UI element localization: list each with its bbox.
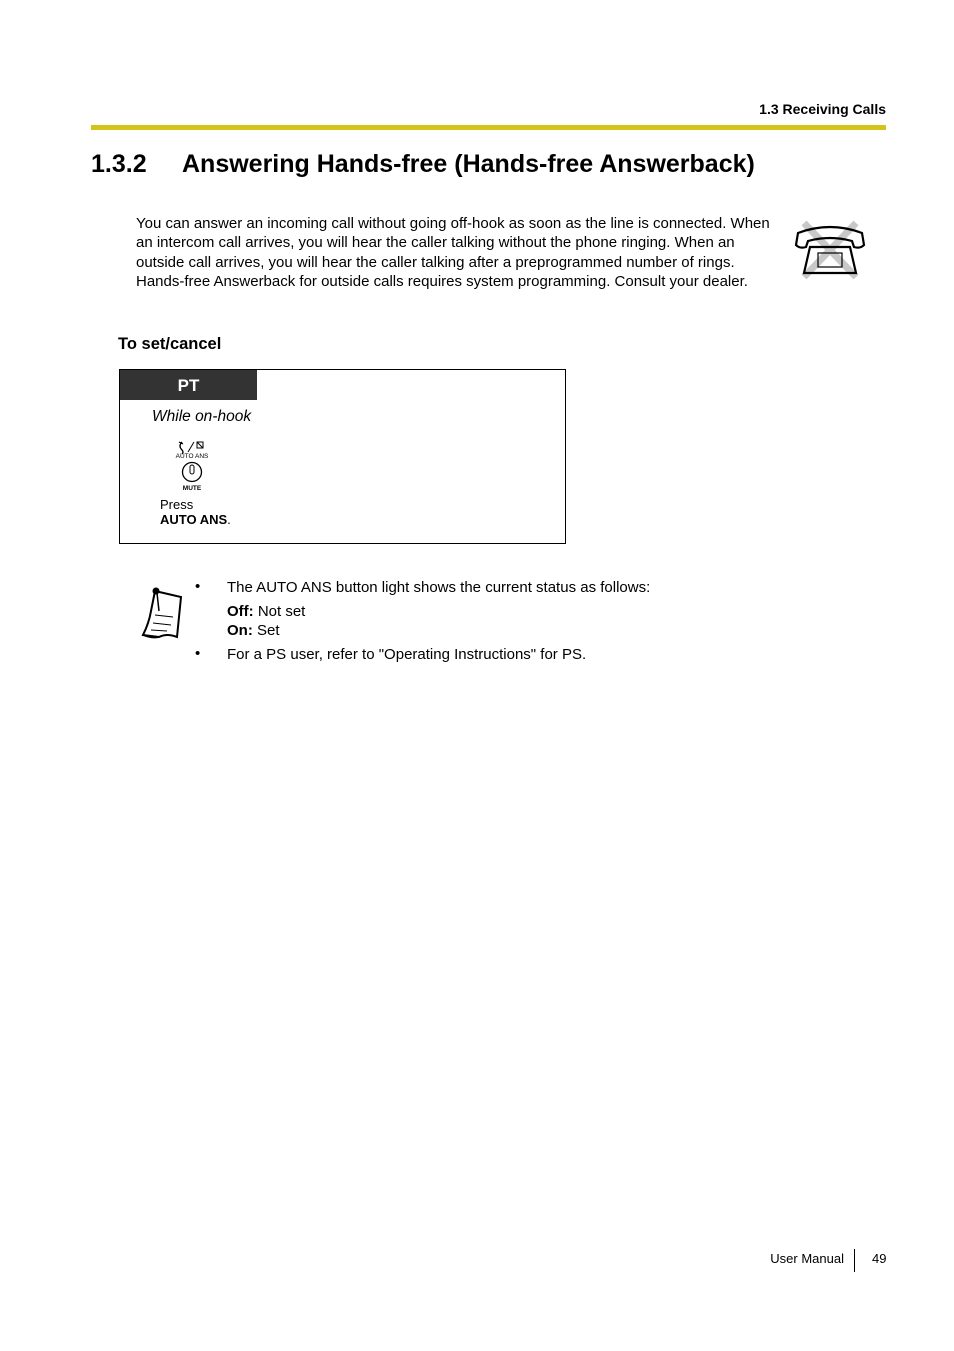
status-off-label: Off: xyxy=(227,603,254,620)
key-top-label: AUTO ANS xyxy=(175,453,209,460)
press-instruction xyxy=(160,497,231,527)
off-hook-prohibited-phone-icon xyxy=(790,219,868,281)
intro-paragraph: You can answer an incoming call without going off-hook as soon as the line is connected. When an intercom call arrives, you will hear the caller talking without the phone ringing. When an outside call arrives, you will hear the caller talking after a preprogrammed number of rings. Hands-free Answerback for outside calls requires system programming. Consult your dealer. xyxy=(136,215,770,290)
key-bottom-label: MUTE xyxy=(182,485,202,492)
condition-text: While on-hook xyxy=(152,408,252,425)
footer-label: User Manual xyxy=(770,1251,844,1266)
section-number: 1.3.2 xyxy=(91,150,147,178)
auto-ans-mute-key-icon xyxy=(170,438,214,496)
status-off xyxy=(227,602,305,622)
running-header: 1.3 Receiving Calls xyxy=(759,101,886,117)
section-title xyxy=(91,150,755,179)
footer-divider xyxy=(854,1249,855,1272)
press-period: . xyxy=(227,512,231,527)
procedure-heading: To set/cancel xyxy=(118,335,222,353)
note-item-1: The AUTO ANS button light shows the current status as follows: xyxy=(227,579,651,596)
pt-tab: PT xyxy=(120,370,257,400)
status-on-value: Set xyxy=(257,622,280,639)
bullet-marker: • xyxy=(195,645,201,662)
procedure-box xyxy=(119,369,566,544)
status-off-value: Not set xyxy=(257,603,306,620)
section-title-text: Answering Hands-free (Hands-free Answerback) xyxy=(182,150,755,178)
status-on xyxy=(227,621,280,641)
status-on-label: On: xyxy=(227,622,253,639)
bullet-marker: • xyxy=(195,578,201,595)
note-pad-icon xyxy=(137,585,187,643)
press-key-name: AUTO ANS xyxy=(160,512,228,527)
note-item-2: For a PS user, refer to "Operating Instructions" for PS. xyxy=(227,646,587,663)
header-rule xyxy=(91,125,886,130)
press-label: Press xyxy=(160,497,194,512)
page-number: 49 xyxy=(872,1251,887,1266)
